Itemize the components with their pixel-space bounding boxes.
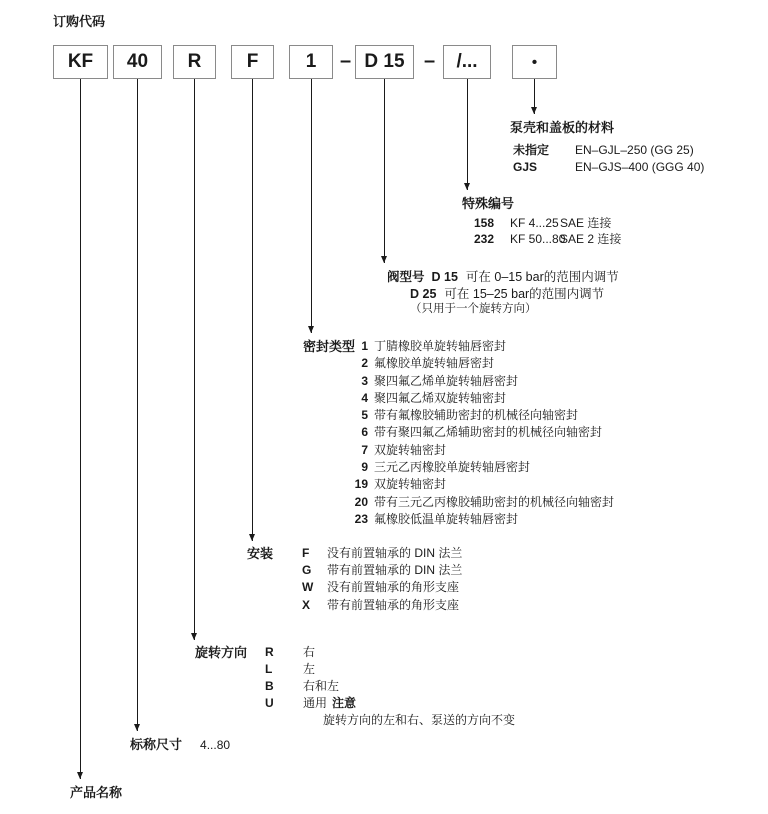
arrow-to-valve-model xyxy=(384,79,385,263)
arrow-to-rotation xyxy=(194,79,195,640)
mounting-text: 没有前置轴承的 DIN 法兰 xyxy=(327,546,463,560)
valve-row xyxy=(387,286,619,303)
nominal-size-value: 4...80 xyxy=(200,738,231,752)
mounting-text: 带有前置轴承的 DIN 法兰 xyxy=(327,563,463,578)
code-box-rotation: R xyxy=(173,45,216,79)
code-box-seal: 1 xyxy=(289,45,333,79)
special-number-row xyxy=(462,216,621,232)
seal-type-text: 丁腈橡胶单旋转轴唇密封 xyxy=(374,339,507,353)
special-number-range: KF 50...80 xyxy=(510,231,566,246)
code-separator-2: – xyxy=(424,50,436,72)
arrow-to-product-name xyxy=(80,79,81,779)
seal-type-key: 6 xyxy=(361,425,368,440)
code-box-product: KF xyxy=(53,45,108,79)
rotation-key: L xyxy=(265,662,273,676)
section-mounting xyxy=(247,545,462,614)
code-box-size: 40 xyxy=(113,45,162,79)
mounting-key: X xyxy=(302,597,311,612)
valve-text: 可在 0–15 bar的范围内调节 xyxy=(465,270,619,284)
code-box-special: /... xyxy=(443,45,491,79)
valve-text: 可在 15–25 bar的范围内调节 xyxy=(444,286,605,301)
seal-type-key: 5 xyxy=(361,408,368,423)
seal-type-key: 20 xyxy=(354,494,368,509)
seal-type-key: 7 xyxy=(361,442,368,457)
seal-type-row xyxy=(303,373,614,390)
seal-type-text: 双旋转轴密封 xyxy=(374,477,447,492)
section-product-name: 产品名称 xyxy=(70,785,123,800)
valve-note: （只用于一个旋转方向） xyxy=(410,303,537,315)
valve-row xyxy=(387,269,619,286)
section-valve-model xyxy=(387,269,619,317)
special-number-connection: SAE 连接 xyxy=(560,216,612,230)
special-number-key: 158 xyxy=(474,216,495,230)
arrow-to-material xyxy=(534,79,535,114)
mounting-key: G xyxy=(302,563,312,578)
rotation-text: 通用 xyxy=(303,696,328,710)
valve-key: D 15 xyxy=(431,270,458,284)
valve-title: 阀型号 xyxy=(387,270,425,284)
rotation-key: B xyxy=(265,679,274,693)
material-title: 泵壳和盖板的材料 xyxy=(510,120,615,135)
seal-type-text: 氟橡胶低温单旋转轴唇密封 xyxy=(374,511,519,526)
code-box-mounting: F xyxy=(231,45,274,79)
section-rotation xyxy=(195,644,515,729)
rotation-note: 旋转方向的左和右、泵送的方向不变 xyxy=(323,713,516,727)
rotation-text: 左 xyxy=(303,662,316,676)
section-material xyxy=(510,120,704,176)
seal-type-text: 聚四氟乙烯单旋转轴唇密封 xyxy=(374,373,519,388)
special-number-key: 232 xyxy=(474,231,495,246)
seal-type-text: 带有聚四氟乙烯辅助密封的机械径向轴密封 xyxy=(374,425,603,440)
code-separator-1: – xyxy=(340,50,352,72)
nominal-size-title: 标称尺寸 xyxy=(130,737,183,752)
rotation-title: 旋转方向 xyxy=(195,645,248,660)
material-row xyxy=(510,159,704,176)
rotation-row xyxy=(195,678,515,695)
arrow-to-nominal-size xyxy=(137,79,138,731)
mounting-key: W xyxy=(302,580,314,595)
material-key: 未指定 xyxy=(513,143,550,157)
seal-type-row xyxy=(303,424,614,441)
seal-type-key: 23 xyxy=(354,511,368,526)
rotation-row xyxy=(195,695,515,712)
special-number-range: KF 4...25 xyxy=(510,216,559,230)
seal-type-row xyxy=(303,511,614,528)
section-special-number xyxy=(462,196,621,247)
rotation-row xyxy=(195,661,515,678)
seal-type-text: 带有三元乙丙橡胶辅助密封的机械径向轴密封 xyxy=(374,494,615,509)
seal-type-text: 双旋转轴密封 xyxy=(374,442,447,457)
seal-type-title: 密封类型 xyxy=(303,339,356,354)
mounting-key: F xyxy=(302,546,310,560)
seal-type-key: 2 xyxy=(361,356,368,371)
seal-type-key: 1 xyxy=(361,339,368,353)
seal-type-row xyxy=(303,355,614,372)
code-box-valve: D 15 xyxy=(355,45,414,79)
mounting-text: 没有前置轴承的角形支座 xyxy=(327,580,460,595)
code-box-material: • xyxy=(512,45,557,79)
mounting-title: 安装 xyxy=(247,546,274,561)
seal-type-text: 三元乙丙橡胶单旋转轴唇密封 xyxy=(374,460,531,475)
rotation-key: U xyxy=(265,696,274,710)
material-row xyxy=(510,142,704,159)
seal-type-row xyxy=(303,390,614,407)
seal-type-key: 9 xyxy=(361,460,368,475)
mounting-text: 带有前置轴承的角形支座 xyxy=(327,597,460,612)
arrow-to-special-number xyxy=(467,79,468,190)
material-key: GJS xyxy=(513,160,538,174)
material-value: EN–GJS–400 (GGG 40) xyxy=(575,160,705,174)
seal-type-row xyxy=(303,459,614,476)
seal-type-key: 4 xyxy=(361,390,368,405)
page-title: 订购代码 xyxy=(53,14,106,29)
rotation-text: 右 xyxy=(303,645,316,659)
valve-key: D 25 xyxy=(410,286,437,301)
mounting-row xyxy=(247,545,462,562)
section-seal-type xyxy=(303,338,614,528)
section-nominal-size xyxy=(130,736,230,754)
mounting-row xyxy=(247,597,462,614)
seal-type-row xyxy=(303,442,614,459)
seal-type-text: 聚四氟乙烯双旋转轴密封 xyxy=(374,390,507,405)
arrow-to-mounting xyxy=(252,79,253,541)
special-number-connection: SAE 2 连接 xyxy=(560,231,622,246)
rotation-note-label: 注意 xyxy=(332,696,357,710)
seal-type-key: 3 xyxy=(361,373,368,388)
mounting-row xyxy=(247,579,462,596)
arrow-to-seal-type xyxy=(311,79,312,333)
special-number-title: 特殊编号 xyxy=(462,196,515,211)
rotation-text: 右和左 xyxy=(303,679,340,693)
rotation-key: R xyxy=(265,645,274,659)
mounting-row xyxy=(247,562,462,579)
seal-type-key: 19 xyxy=(354,477,368,492)
special-number-row xyxy=(462,232,621,248)
seal-type-row xyxy=(303,494,614,511)
seal-type-row xyxy=(303,407,614,424)
seal-type-text: 氟橡胶单旋转轴唇密封 xyxy=(374,356,495,371)
material-value: EN–GJL–250 (GG 25) xyxy=(575,143,694,157)
seal-type-row xyxy=(303,476,614,493)
seal-type-text: 带有氟橡胶辅助密封的机械径向轴密封 xyxy=(374,408,579,423)
